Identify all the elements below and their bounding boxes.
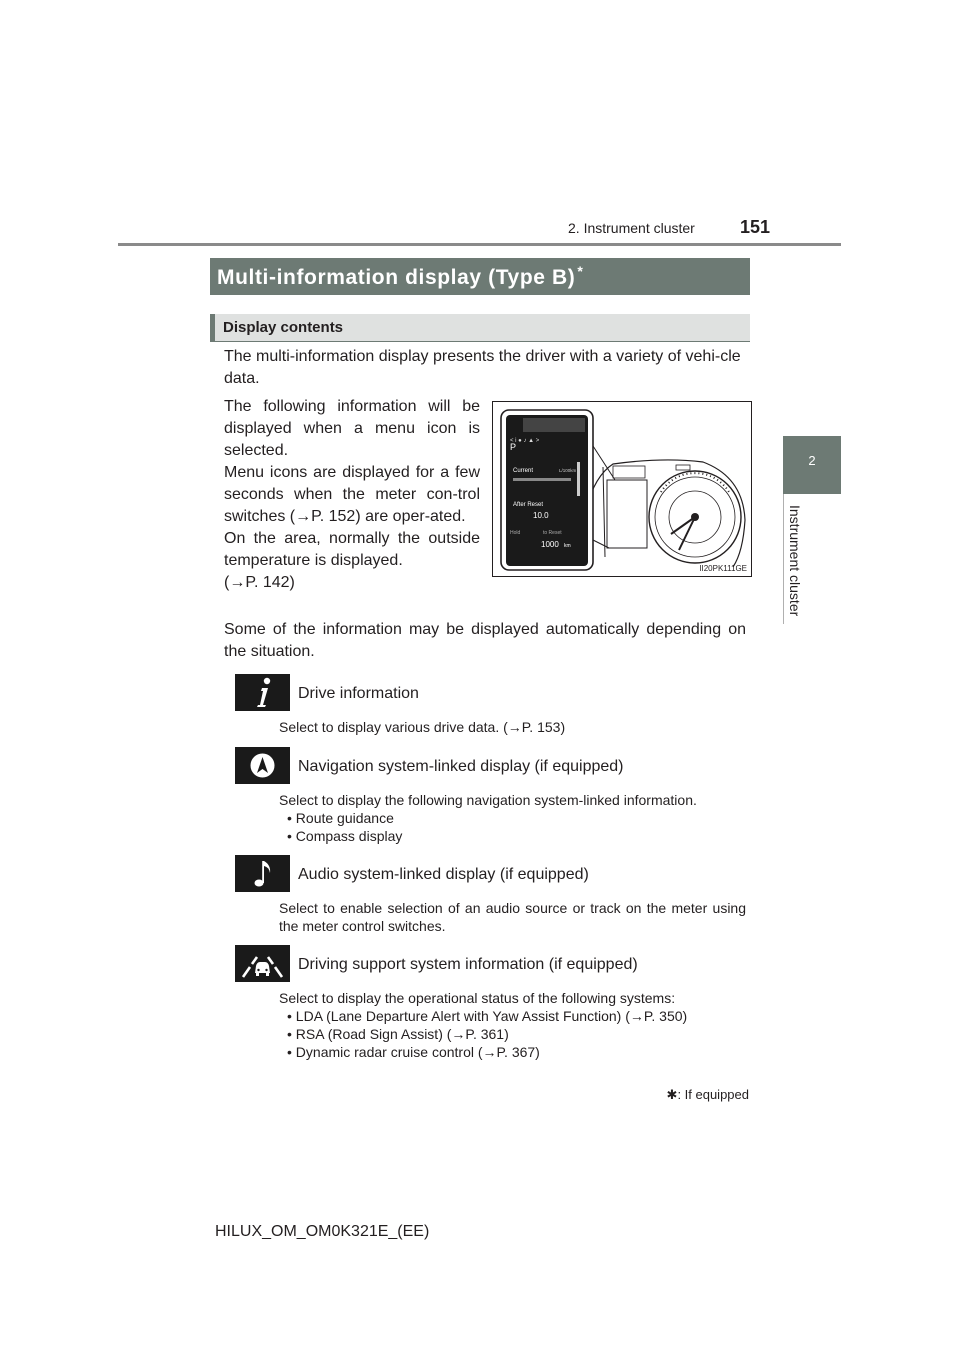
header-rule xyxy=(118,243,841,246)
driving-support-icon-box xyxy=(235,945,290,982)
equipped-marker: * xyxy=(577,263,584,279)
screen-hold-text: Hold xyxy=(510,530,521,536)
navigation-icon xyxy=(235,747,290,784)
screen-reset-text: to Reset xyxy=(543,530,562,536)
drive-info-desc xyxy=(279,718,746,736)
intro-paragraph: The multi-information display presents the driver with a variety of vehi-cle data. xyxy=(224,348,741,387)
subheading-accent xyxy=(210,314,215,342)
footnote xyxy=(667,1087,749,1103)
driving-support-bullet-cruise: • Dynamic radar cruise control (→P. 367) xyxy=(287,1044,540,1060)
document-code: HILUX_OM_OM0K321E_(EE) xyxy=(215,1223,430,1240)
audio-icon-box xyxy=(235,855,290,892)
section-title-bar xyxy=(210,258,750,295)
driving-support-desc-text: Select to display the operational status of the following systems: xyxy=(279,990,676,1006)
svg-text:< i ● ♪ ▲ >: < i ● ♪ ▲ > xyxy=(510,438,540,444)
chapter-label: Instrument cluster xyxy=(787,505,803,617)
drive-info-desc-text: Select to display various drive data. (→P. 153) xyxy=(279,719,566,735)
illustration-code: II20PK111GE xyxy=(699,564,747,573)
drive-info-icon-box xyxy=(235,674,290,711)
navigation-desc xyxy=(279,791,746,845)
cluster-drawing xyxy=(493,402,751,576)
area-reference: (→P. 142) xyxy=(224,574,295,591)
section-title xyxy=(217,263,583,290)
audio-title: Audio system-linked display (if equipped) xyxy=(298,866,589,883)
menu-description xyxy=(224,396,480,594)
chapter-tab-rule xyxy=(783,494,784,624)
navigation-icon-box xyxy=(235,747,290,784)
screen-unit: L/100km xyxy=(559,468,577,473)
page-number: 151 xyxy=(740,217,771,237)
screen-after-reset-label: After Reset xyxy=(513,502,544,508)
music-note-icon xyxy=(235,855,290,892)
menu-icons-paragraph: Menu icons are displayed for a few seconds when the meter con-trol switches (→P. 152) are oper-ated. xyxy=(224,464,480,525)
screen-range-unit: km xyxy=(564,543,571,549)
chapter-number: 2 xyxy=(808,453,816,468)
screen-after-reset-value: 10.0 xyxy=(533,511,549,520)
driving-support-bullet-lda: • LDA (Lane Departure Alert with Yaw Assist Function) (→P. 350) xyxy=(287,1008,688,1024)
section-header: 2. Instrument cluster xyxy=(568,220,695,236)
following-paragraph: The following information will be displayed when a menu icon is selected. xyxy=(224,398,480,459)
subheading-bar xyxy=(210,314,750,342)
subheading: Display contents xyxy=(223,319,344,336)
footnote-text: : If equipped xyxy=(677,1087,749,1102)
driving-support-bullet-rsa: • RSA (Road Sign Assist) (→P. 361) xyxy=(287,1026,509,1042)
audio-desc xyxy=(279,899,746,935)
driving-support-desc xyxy=(279,989,746,1061)
screen-current-label: Current xyxy=(513,468,534,474)
navigation-bullet-route: • Route guidance xyxy=(287,810,394,826)
navigation-desc-text: Select to display the following navigation system-linked information. xyxy=(279,792,697,808)
drive-info-title: Drive information xyxy=(298,685,419,702)
screen-range-value: 1000 xyxy=(541,540,559,549)
situation-paragraph: Some of the information may be displayed automatically depending on the situation. xyxy=(224,621,746,660)
navigation-bullet-compass: • Compass display xyxy=(287,828,403,844)
screen-gear: P xyxy=(510,442,517,452)
instrument-cluster-illustration xyxy=(492,401,752,577)
driving-support-title: Driving support system information (if equipped) xyxy=(298,956,638,973)
navigation-title: Navigation system-linked display (if equipped) xyxy=(298,758,624,775)
area-paragraph: On the area, normally the outside temperature is displayed. xyxy=(224,530,480,569)
section-title-text: Multi-information display (Type B) xyxy=(217,266,576,289)
audio-desc-text: Select to enable selection of an audio source or track on the meter using the meter control switches. xyxy=(279,900,746,934)
footnote-marker: ✱ xyxy=(666,1087,678,1102)
info-icon xyxy=(235,674,290,711)
chapter-tab xyxy=(783,436,841,494)
driving-support-icon xyxy=(235,945,290,982)
